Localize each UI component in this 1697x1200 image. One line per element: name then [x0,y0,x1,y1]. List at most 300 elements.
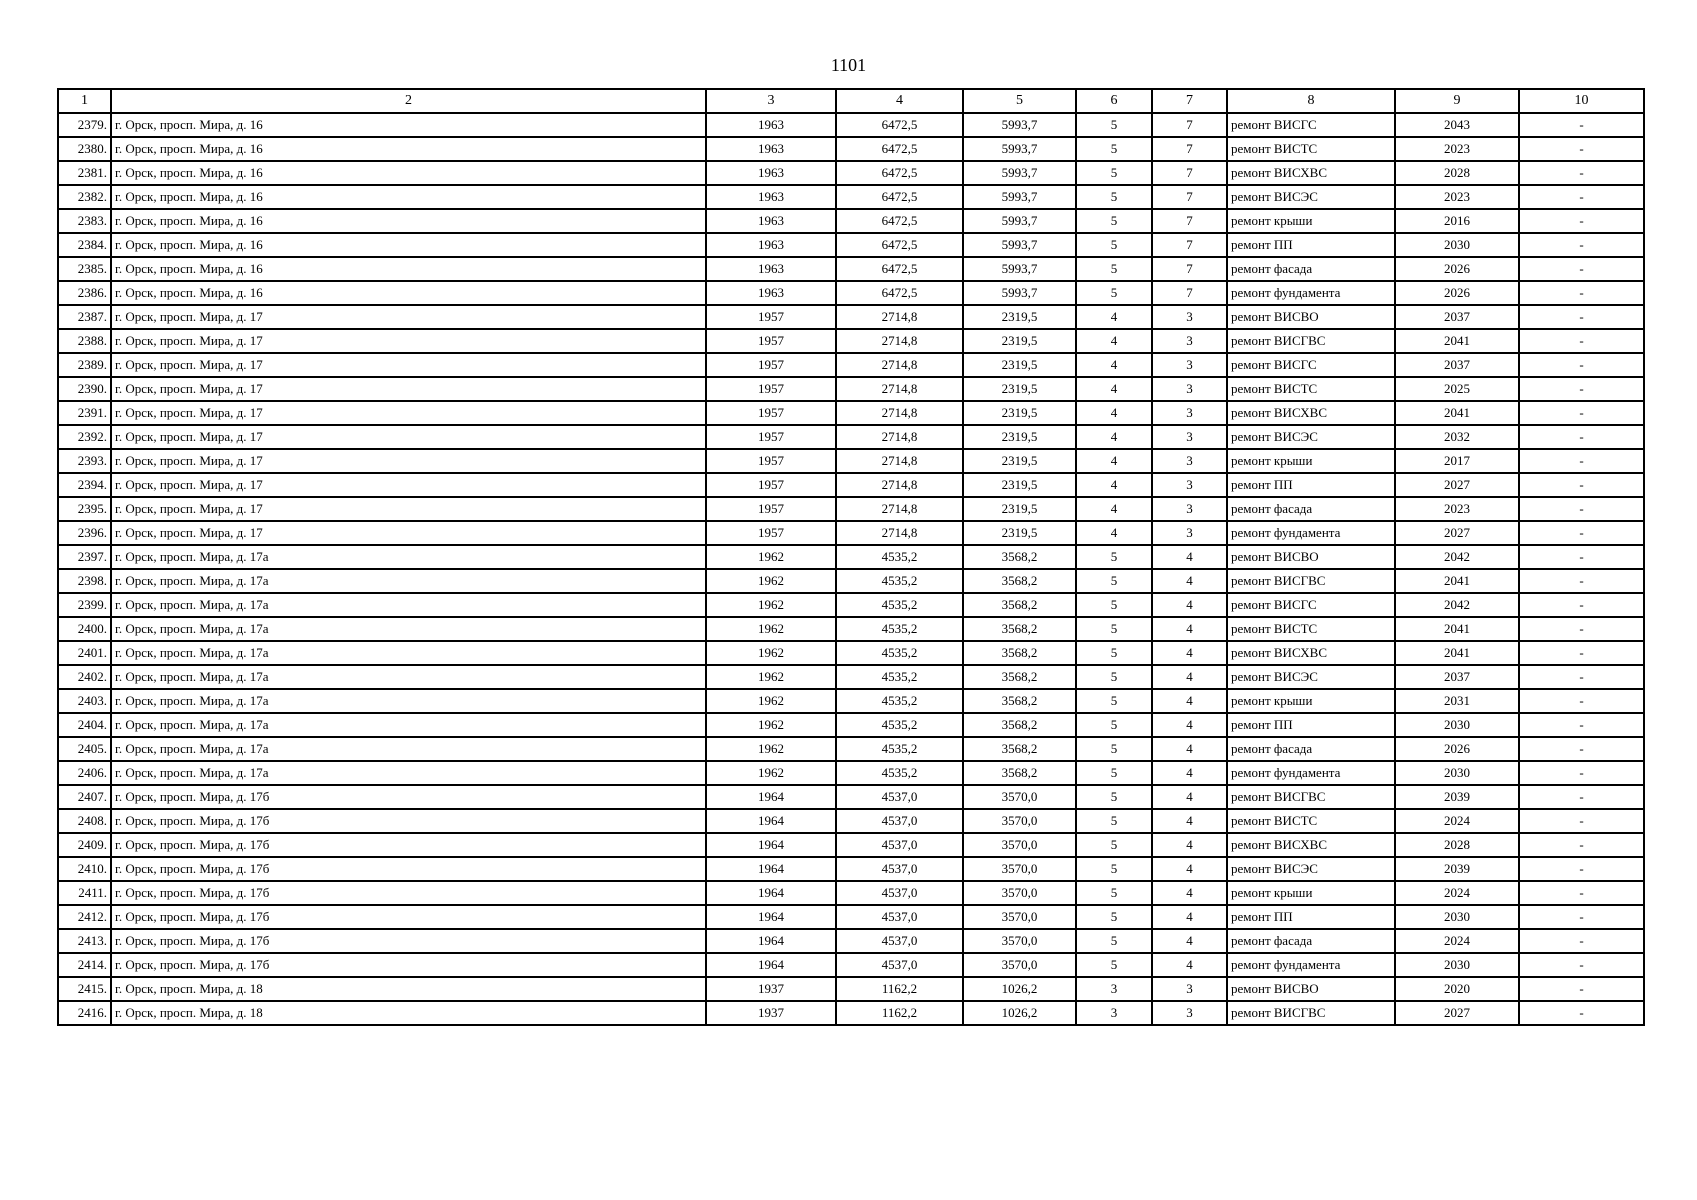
entrances-cell: 4 [1152,617,1227,641]
entrances-cell: 3 [1152,521,1227,545]
note-cell: - [1519,713,1644,737]
total-area-cell: 4535,2 [836,689,963,713]
work-type-cell: ремонт фасада [1227,497,1395,521]
table-row [58,281,1644,305]
total-area-cell: 6472,5 [836,113,963,137]
entrances-cell: 7 [1152,161,1227,185]
address-cell: г. Орск, просп. Мира, д. 17а [111,665,706,689]
living-area-cell: 2319,5 [963,425,1076,449]
row-number-cell: 2406. [58,761,111,785]
row-number-cell: 2386. [58,281,111,305]
table-row [58,305,1644,329]
note-cell: - [1519,1001,1644,1025]
note-cell: - [1519,281,1644,305]
work-type-cell: ремонт крыши [1227,449,1395,473]
table-row [58,257,1644,281]
row-number-cell: 2382. [58,185,111,209]
planned-year-cell: 2026 [1395,281,1519,305]
entrances-cell: 4 [1152,545,1227,569]
floors-cell: 5 [1076,761,1152,785]
address-cell: г. Орск, просп. Мира, д. 16 [111,113,706,137]
address-cell: г. Орск, просп. Мира, д. 16 [111,233,706,257]
table-row [58,713,1644,737]
note-cell: - [1519,569,1644,593]
table-row [58,233,1644,257]
note-cell: - [1519,881,1644,905]
build-year-cell: 1963 [706,233,836,257]
planned-year-cell: 2023 [1395,137,1519,161]
planned-year-cell: 2024 [1395,929,1519,953]
planned-year-cell: 2037 [1395,305,1519,329]
living-area-cell: 3570,0 [963,785,1076,809]
table-row [58,665,1644,689]
build-year-cell: 1964 [706,929,836,953]
address-cell: г. Орск, просп. Мира, д. 17 [111,521,706,545]
work-type-cell: ремонт ВИСЭС [1227,857,1395,881]
planned-year-cell: 2041 [1395,569,1519,593]
build-year-cell: 1963 [706,161,836,185]
floors-cell: 5 [1076,209,1152,233]
table-row [58,737,1644,761]
entrances-cell: 4 [1152,569,1227,593]
note-cell: - [1519,137,1644,161]
entrances-cell: 4 [1152,809,1227,833]
address-cell: г. Орск, просп. Мира, д. 17б [111,857,706,881]
build-year-cell: 1964 [706,833,836,857]
living-area-cell: 3568,2 [963,569,1076,593]
floors-cell: 5 [1076,257,1152,281]
planned-year-cell: 2027 [1395,1001,1519,1025]
address-cell: г. Орск, просп. Мира, д. 16 [111,161,706,185]
entrances-cell: 4 [1152,833,1227,857]
total-area-cell: 2714,8 [836,401,963,425]
floors-cell: 4 [1076,473,1152,497]
floors-cell: 4 [1076,521,1152,545]
floors-cell: 5 [1076,113,1152,137]
column-header-10: 10 [1519,89,1644,113]
planned-year-cell: 2030 [1395,953,1519,977]
entrances-cell: 3 [1152,1001,1227,1025]
entrances-cell: 3 [1152,449,1227,473]
address-cell: г. Орск, просп. Мира, д. 16 [111,257,706,281]
work-type-cell: ремонт ВИСХВС [1227,833,1395,857]
work-type-cell: ремонт ВИСТС [1227,377,1395,401]
living-area-cell: 2319,5 [963,305,1076,329]
work-type-cell: ремонт ВИСЭС [1227,425,1395,449]
entrances-cell: 4 [1152,857,1227,881]
total-area-cell: 2714,8 [836,329,963,353]
total-area-cell: 2714,8 [836,497,963,521]
build-year-cell: 1957 [706,353,836,377]
address-cell: г. Орск, просп. Мира, д. 17 [111,425,706,449]
row-number-cell: 2415. [58,977,111,1001]
entrances-cell: 7 [1152,209,1227,233]
total-area-cell: 4537,0 [836,785,963,809]
row-number-cell: 2383. [58,209,111,233]
build-year-cell: 1957 [706,329,836,353]
build-year-cell: 1962 [706,617,836,641]
column-header-6: 6 [1076,89,1152,113]
floors-cell: 5 [1076,545,1152,569]
row-number-cell: 2393. [58,449,111,473]
living-area-cell: 2319,5 [963,473,1076,497]
row-number-cell: 2384. [58,233,111,257]
build-year-cell: 1957 [706,521,836,545]
entrances-cell: 4 [1152,929,1227,953]
living-area-cell: 3568,2 [963,713,1076,737]
note-cell: - [1519,689,1644,713]
row-number-cell: 2389. [58,353,111,377]
address-cell: г. Орск, просп. Мира, д. 17а [111,737,706,761]
note-cell: - [1519,929,1644,953]
table-row [58,137,1644,161]
address-cell: г. Орск, просп. Мира, д. 17б [111,785,706,809]
total-area-cell: 4537,0 [836,857,963,881]
build-year-cell: 1964 [706,785,836,809]
row-number-cell: 2407. [58,785,111,809]
build-year-cell: 1962 [706,641,836,665]
row-number-cell: 2413. [58,929,111,953]
address-cell: г. Орск, просп. Мира, д. 17а [111,593,706,617]
build-year-cell: 1963 [706,209,836,233]
floors-cell: 5 [1076,233,1152,257]
address-cell: г. Орск, просп. Мира, д. 17б [111,881,706,905]
address-cell: г. Орск, просп. Мира, д. 17а [111,641,706,665]
work-type-cell: ремонт ПП [1227,473,1395,497]
floors-cell: 5 [1076,953,1152,977]
table-row [58,761,1644,785]
note-cell: - [1519,833,1644,857]
entrances-cell: 4 [1152,713,1227,737]
address-cell: г. Орск, просп. Мира, д. 17а [111,713,706,737]
planned-year-cell: 2037 [1395,665,1519,689]
living-area-cell: 3570,0 [963,905,1076,929]
floors-cell: 5 [1076,737,1152,761]
address-cell: г. Орск, просп. Мира, д. 17а [111,617,706,641]
table-row [58,617,1644,641]
planned-year-cell: 2028 [1395,161,1519,185]
work-type-cell: ремонт ВИСГС [1227,593,1395,617]
total-area-cell: 6472,5 [836,185,963,209]
table-row [58,473,1644,497]
row-number-cell: 2405. [58,737,111,761]
total-area-cell: 2714,8 [836,353,963,377]
entrances-cell: 3 [1152,473,1227,497]
row-number-cell: 2380. [58,137,111,161]
total-area-cell: 4535,2 [836,617,963,641]
row-number-cell: 2411. [58,881,111,905]
note-cell: - [1519,185,1644,209]
note-cell: - [1519,305,1644,329]
living-area-cell: 3568,2 [963,761,1076,785]
note-cell: - [1519,665,1644,689]
row-number-cell: 2408. [58,809,111,833]
work-type-cell: ремонт ВИСВО [1227,305,1395,329]
build-year-cell: 1937 [706,1001,836,1025]
address-cell: г. Орск, просп. Мира, д. 17б [111,809,706,833]
living-area-cell: 3568,2 [963,545,1076,569]
floors-cell: 5 [1076,713,1152,737]
build-year-cell: 1964 [706,953,836,977]
living-area-cell: 2319,5 [963,377,1076,401]
build-year-cell: 1963 [706,185,836,209]
floors-cell: 5 [1076,833,1152,857]
living-area-cell: 5993,7 [963,113,1076,137]
note-cell: - [1519,353,1644,377]
build-year-cell: 1957 [706,497,836,521]
planned-year-cell: 2031 [1395,689,1519,713]
planned-year-cell: 2042 [1395,593,1519,617]
note-cell: - [1519,209,1644,233]
total-area-cell: 2714,8 [836,425,963,449]
address-cell: г. Орск, просп. Мира, д. 16 [111,209,706,233]
work-type-cell: ремонт ВИСЭС [1227,185,1395,209]
address-cell: г. Орск, просп. Мира, д. 17а [111,689,706,713]
entrances-cell: 4 [1152,785,1227,809]
total-area-cell: 6472,5 [836,161,963,185]
address-cell: г. Орск, просп. Мира, д. 16 [111,185,706,209]
work-type-cell: ремонт ВИСХВС [1227,161,1395,185]
entrances-cell: 4 [1152,689,1227,713]
work-type-cell: ремонт ВИСГВС [1227,785,1395,809]
table-row [58,329,1644,353]
entrances-cell: 4 [1152,665,1227,689]
floors-cell: 4 [1076,401,1152,425]
total-area-cell: 4535,2 [836,713,963,737]
living-area-cell: 5993,7 [963,137,1076,161]
row-number-cell: 2416. [58,1001,111,1025]
entrances-cell: 4 [1152,905,1227,929]
total-area-cell: 4537,0 [836,905,963,929]
living-area-cell: 3568,2 [963,593,1076,617]
entrances-cell: 4 [1152,761,1227,785]
build-year-cell: 1963 [706,257,836,281]
living-area-cell: 1026,2 [963,1001,1076,1025]
row-number-cell: 2409. [58,833,111,857]
work-type-cell: ремонт крыши [1227,689,1395,713]
total-area-cell: 4535,2 [836,593,963,617]
table-row [58,449,1644,473]
total-area-cell: 6472,5 [836,281,963,305]
total-area-cell: 4537,0 [836,881,963,905]
floors-cell: 5 [1076,665,1152,689]
row-number-cell: 2410. [58,857,111,881]
total-area-cell: 4537,0 [836,833,963,857]
row-number-cell: 2388. [58,329,111,353]
total-area-cell: 6472,5 [836,257,963,281]
planned-year-cell: 2030 [1395,713,1519,737]
floors-cell: 5 [1076,617,1152,641]
note-cell: - [1519,617,1644,641]
row-number-cell: 2397. [58,545,111,569]
work-type-cell: ремонт фасада [1227,257,1395,281]
entrances-cell: 7 [1152,257,1227,281]
address-cell: г. Орск, просп. Мира, д. 18 [111,977,706,1001]
note-cell: - [1519,953,1644,977]
build-year-cell: 1962 [706,593,836,617]
row-number-cell: 2399. [58,593,111,617]
floors-cell: 5 [1076,881,1152,905]
floors-cell: 4 [1076,329,1152,353]
living-area-cell: 3568,2 [963,617,1076,641]
address-cell: г. Орск, просп. Мира, д. 17 [111,473,706,497]
table-row [58,929,1644,953]
planned-year-cell: 2027 [1395,521,1519,545]
build-year-cell: 1962 [706,545,836,569]
total-area-cell: 4537,0 [836,809,963,833]
work-type-cell: ремонт фасада [1227,929,1395,953]
total-area-cell: 4535,2 [836,545,963,569]
row-number-cell: 2402. [58,665,111,689]
table-row [58,161,1644,185]
planned-year-cell: 2041 [1395,617,1519,641]
register-table [57,88,1645,1026]
planned-year-cell: 2026 [1395,257,1519,281]
row-number-cell: 2400. [58,617,111,641]
build-year-cell: 1963 [706,137,836,161]
address-cell: г. Орск, просп. Мира, д. 17 [111,401,706,425]
note-cell: - [1519,521,1644,545]
build-year-cell: 1962 [706,665,836,689]
floors-cell: 5 [1076,929,1152,953]
note-cell: - [1519,785,1644,809]
entrances-cell: 4 [1152,953,1227,977]
note-cell: - [1519,425,1644,449]
living-area-cell: 1026,2 [963,977,1076,1001]
planned-year-cell: 2023 [1395,497,1519,521]
living-area-cell: 3568,2 [963,665,1076,689]
planned-year-cell: 2030 [1395,233,1519,257]
planned-year-cell: 2028 [1395,833,1519,857]
build-year-cell: 1962 [706,737,836,761]
row-number-cell: 2401. [58,641,111,665]
living-area-cell: 5993,7 [963,209,1076,233]
total-area-cell: 4535,2 [836,569,963,593]
work-type-cell: ремонт фасада [1227,737,1395,761]
address-cell: г. Орск, просп. Мира, д. 18 [111,1001,706,1025]
column-header-3: 3 [706,89,836,113]
floors-cell: 4 [1076,497,1152,521]
build-year-cell: 1957 [706,305,836,329]
table-row [58,1001,1644,1025]
work-type-cell: ремонт ПП [1227,905,1395,929]
work-type-cell: ремонт ВИСХВС [1227,401,1395,425]
note-cell: - [1519,161,1644,185]
total-area-cell: 2714,8 [836,377,963,401]
work-type-cell: ремонт ВИСГВС [1227,329,1395,353]
living-area-cell: 5993,7 [963,257,1076,281]
build-year-cell: 1962 [706,689,836,713]
note-cell: - [1519,377,1644,401]
note-cell: - [1519,905,1644,929]
column-header-8: 8 [1227,89,1395,113]
address-cell: г. Орск, просп. Мира, д. 17а [111,545,706,569]
living-area-cell: 3568,2 [963,641,1076,665]
planned-year-cell: 2024 [1395,809,1519,833]
work-type-cell: ремонт ВИСГВС [1227,1001,1395,1025]
total-area-cell: 2714,8 [836,305,963,329]
floors-cell: 5 [1076,809,1152,833]
build-year-cell: 1962 [706,761,836,785]
floors-cell: 5 [1076,785,1152,809]
table-row [58,953,1644,977]
work-type-cell: ремонт ВИСХВС [1227,641,1395,665]
entrances-cell: 3 [1152,305,1227,329]
row-number-cell: 2396. [58,521,111,545]
note-cell: - [1519,257,1644,281]
build-year-cell: 1957 [706,377,836,401]
address-cell: г. Орск, просп. Мира, д. 17б [111,953,706,977]
total-area-cell: 2714,8 [836,473,963,497]
table-row [58,785,1644,809]
work-type-cell: ремонт ВИСТС [1227,809,1395,833]
build-year-cell: 1957 [706,401,836,425]
row-number-cell: 2392. [58,425,111,449]
table-row [58,353,1644,377]
note-cell: - [1519,233,1644,257]
address-cell: г. Орск, просп. Мира, д. 17 [111,329,706,353]
entrances-cell: 4 [1152,881,1227,905]
column-header-1: 1 [58,89,111,113]
total-area-cell: 4537,0 [836,953,963,977]
living-area-cell: 3570,0 [963,881,1076,905]
entrances-cell: 4 [1152,737,1227,761]
work-type-cell: ремонт ПП [1227,233,1395,257]
note-cell: - [1519,761,1644,785]
table-row [58,809,1644,833]
work-type-cell: ремонт ВИСГС [1227,353,1395,377]
total-area-cell: 4537,0 [836,929,963,953]
note-cell: - [1519,473,1644,497]
address-cell: г. Орск, просп. Мира, д. 17 [111,305,706,329]
column-header-5: 5 [963,89,1076,113]
table-row [58,857,1644,881]
planned-year-cell: 2039 [1395,857,1519,881]
row-number-cell: 2385. [58,257,111,281]
build-year-cell: 1964 [706,809,836,833]
note-cell: - [1519,641,1644,665]
row-number-cell: 2394. [58,473,111,497]
address-cell: г. Орск, просп. Мира, д. 17 [111,449,706,473]
address-cell: г. Орск, просп. Мира, д. 16 [111,281,706,305]
header-row [58,89,1644,113]
floors-cell: 4 [1076,377,1152,401]
note-cell: - [1519,497,1644,521]
table-row [58,833,1644,857]
build-year-cell: 1963 [706,113,836,137]
build-year-cell: 1957 [706,425,836,449]
entrances-cell: 7 [1152,185,1227,209]
floors-cell: 5 [1076,281,1152,305]
address-cell: г. Орск, просп. Мира, д. 17 [111,377,706,401]
build-year-cell: 1957 [706,473,836,497]
row-number-cell: 2390. [58,377,111,401]
note-cell: - [1519,545,1644,569]
living-area-cell: 3568,2 [963,689,1076,713]
living-area-cell: 3568,2 [963,737,1076,761]
row-number-cell: 2404. [58,713,111,737]
table-row [58,569,1644,593]
floors-cell: 5 [1076,905,1152,929]
table-row [58,113,1644,137]
total-area-cell: 6472,5 [836,233,963,257]
total-area-cell: 4535,2 [836,665,963,689]
planned-year-cell: 2041 [1395,329,1519,353]
note-cell: - [1519,449,1644,473]
row-number-cell: 2395. [58,497,111,521]
living-area-cell: 3570,0 [963,929,1076,953]
total-area-cell: 2714,8 [836,449,963,473]
